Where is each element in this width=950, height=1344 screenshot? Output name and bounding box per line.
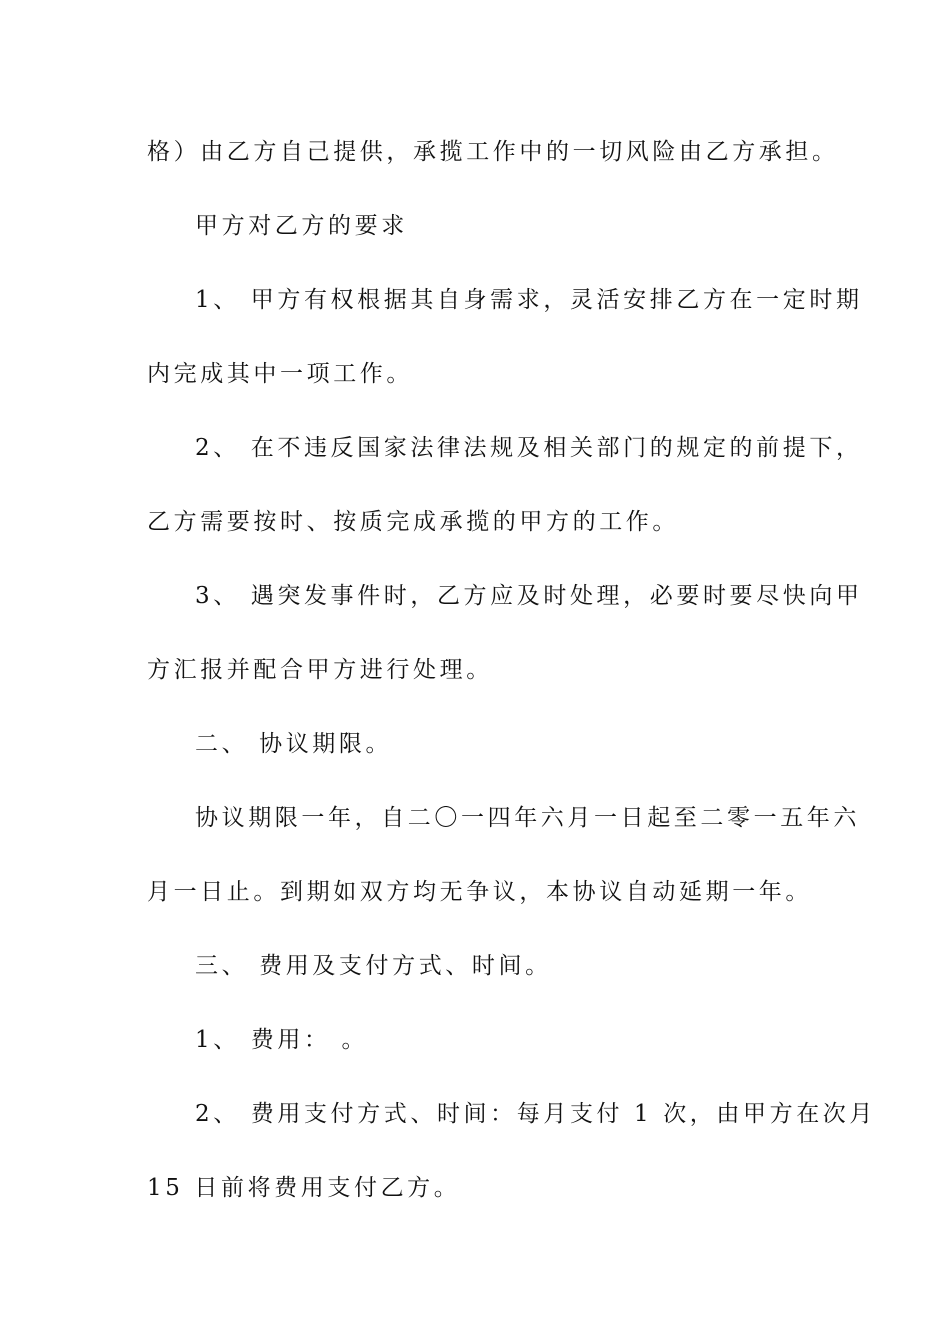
list-item-3-line: 3、 遇突发事件时，乙方应及时处理，必要时要尽快向甲 [195,583,863,609]
section-heading: 甲方对乙方的要求 [195,213,408,239]
fee-item-1-line: 1、 费用： 。 [195,1027,369,1053]
section-heading-2: 二、 协议期限。 [195,731,393,757]
list-item-2-line: 2、 在不违反国家法律法规及相关部门的规定的前提下， [195,435,863,461]
list-item-1-line: 1、 甲方有权根据其自身需求，灵活安排乙方在一定时期 [195,287,863,313]
agreement-term-line: 协议期限一年，自二〇一四年六月一日起至二零一五年六 [195,805,860,831]
list-item-3-continuation: 方汇报并配合甲方进行处理。 [147,657,493,683]
list-item-1-continuation: 内完成其中一项工作。 [147,361,413,387]
paragraph-line: 格）由乙方自己提供，承揽工作中的一切风险由乙方承担。 [147,139,839,165]
fee-item-2-line: 2、 费用支付方式、时间：每月支付 1 次，由甲方在次月 [195,1101,876,1127]
section-heading-3: 三、 费用及支付方式、时间。 [195,953,552,979]
list-item-2-continuation: 乙方需要按时、按质完成承揽的甲方的工作。 [147,509,679,535]
fee-item-2-continuation: 15 日前将费用支付乙方。 [147,1175,461,1201]
agreement-term-continuation: 月一日止。到期如双方均无争议，本协议自动延期一年。 [147,879,812,905]
